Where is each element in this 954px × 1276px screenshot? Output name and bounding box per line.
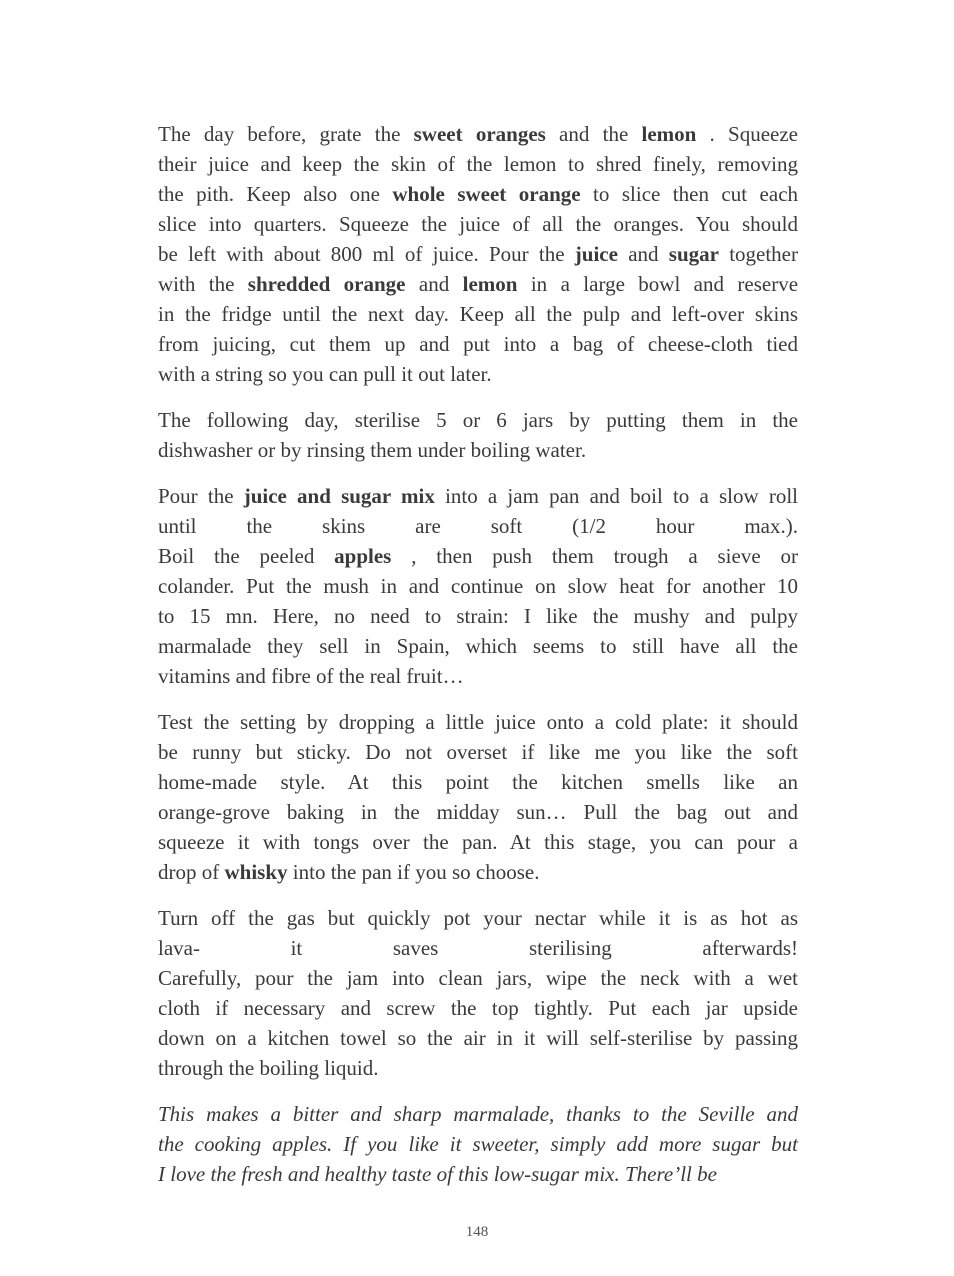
text-line [158, 933, 798, 963]
text-line [158, 661, 798, 691]
text-run: slice into quarters. Squeeze the juice of all the oranges. You should [158, 212, 798, 236]
text-run: drop of [158, 860, 225, 884]
text-line [158, 405, 798, 435]
text-run: with the [158, 272, 248, 296]
text-run: with a string so you can pull it out later. [158, 362, 492, 386]
text-run: This makes a bitter and sharp marmalade, thanks to the Seville and [158, 1102, 798, 1126]
text-run: squeeze it with tongs over the pan. At this stage, you can pour a [158, 830, 798, 854]
ingredient-highlight: sugar [668, 242, 719, 266]
text-run: The day before, grate the [158, 122, 414, 146]
text-line [158, 435, 798, 465]
paragraph-4 [158, 707, 798, 887]
text-run: orange-grove baking in the midday sun… Pull the bag out and [158, 800, 798, 824]
text-line [158, 903, 798, 933]
text-run: home-made style. At this point the kitchen smells like an [158, 770, 798, 794]
text-line [158, 481, 798, 511]
text-run: cloth if necessary and screw the top tightly. Put each jar upside [158, 996, 798, 1020]
text-line [158, 329, 798, 359]
text-line [158, 239, 798, 269]
ingredient-highlight: shredded orange [247, 272, 406, 296]
text-run: Test the setting by dropping a little juice onto a cold plate: it should [158, 710, 798, 734]
text-line [158, 1159, 798, 1189]
text-run: vitamins and fibre of the real fruit… [158, 664, 464, 688]
text-line [158, 511, 798, 541]
text-run: , then push them trough a sieve or [391, 544, 798, 568]
text-line [158, 359, 798, 389]
text-run: marmalade they sell in Spain, which seems to still have all the [158, 634, 798, 658]
ingredient-highlight: lemon [641, 122, 697, 146]
ingredient-highlight: apples [334, 544, 392, 568]
text-run: in the fridge until the next day. Keep all the pulp and left-over skins [158, 302, 798, 326]
ingredient-highlight: whisky [224, 860, 288, 884]
ingredient-highlight: sweet oranges [413, 122, 546, 146]
paragraph-5 [158, 903, 798, 1083]
ingredient-highlight: juice [574, 242, 618, 266]
ingredient-highlight: lemon [462, 272, 518, 296]
text-run: in a large bowl and reserve [517, 272, 799, 296]
text-run: and the [545, 122, 642, 146]
text-line [158, 179, 798, 209]
text-run: to slice then cut each [580, 182, 799, 206]
text-run: be left with about 800 ml of juice. Pour the [158, 242, 575, 266]
text-run: . Squeeze [696, 122, 798, 146]
text-line [158, 1129, 798, 1159]
text-run: Carefully, pour the jam into clean jars, wipe the neck with a wet [158, 966, 798, 990]
ingredient-highlight: juice and sugar mix [243, 484, 435, 508]
ingredient-highlight: whole sweet orange [392, 182, 581, 206]
text-line [158, 707, 798, 737]
text-run: be runny but sticky. Do not overset if like me you like the soft [158, 740, 798, 764]
text-line [158, 1053, 798, 1083]
text-run: from juicing, cut them up and put into a bag of cheese-cloth tied [158, 332, 798, 356]
text-run: Pour the [158, 484, 244, 508]
text-run: down on a kitchen towel so the air in it will self-sterilise by passing [158, 1026, 798, 1050]
paragraph-2 [158, 405, 798, 465]
text-run: dishwasher or by rinsing them under boiling water. [158, 438, 587, 462]
text-line [158, 963, 798, 993]
text-run: I love the fresh and healthy taste of this low-sugar mix. There’ll be [158, 1162, 717, 1186]
text-run: together [718, 242, 799, 266]
text-line [158, 1099, 798, 1129]
text-line [158, 149, 798, 179]
text-line [158, 541, 798, 571]
text-line [158, 299, 798, 329]
text-run: and [405, 272, 463, 296]
text-line [158, 1023, 798, 1053]
text-line [158, 269, 798, 299]
text-run: to 15 mn. Here, no need to strain: I like the mushy and pulpy [158, 604, 798, 628]
text-run: and [617, 242, 669, 266]
paragraph-6 [158, 1099, 798, 1189]
page-body [158, 119, 798, 1205]
text-line [158, 797, 798, 827]
text-line [158, 857, 798, 887]
text-run: their juice and keep the skin of the lemon to shred finely, removing [158, 152, 798, 176]
paragraph-1 [158, 119, 798, 389]
text-line [158, 993, 798, 1023]
paragraph-3 [158, 481, 798, 691]
text-line [158, 571, 798, 601]
text-run: until the skins are soft (1/2 hour max.). [158, 514, 798, 538]
text-line [158, 767, 798, 797]
text-run: lava- it saves sterilising afterwards! [158, 936, 798, 960]
text-line [158, 601, 798, 631]
text-run: Turn off the gas but quickly pot your nectar while it is as hot as [158, 906, 798, 930]
page-number: 148 [465, 1224, 489, 1240]
text-line [158, 737, 798, 767]
text-run: through the boiling liquid. [158, 1056, 379, 1080]
text-line [158, 119, 798, 149]
text-run: the pith. Keep also one [158, 182, 393, 206]
text-run: into the pan if you so choose. [287, 860, 540, 884]
text-run: colander. Put the mush in and continue on slow heat for another 10 [158, 574, 798, 598]
text-run: into a jam pan and boil to a slow roll [434, 484, 799, 508]
text-line [158, 209, 798, 239]
text-run: the cooking apples. If you like it sweeter, simply add more sugar but [158, 1132, 798, 1156]
text-run: Boil the peeled [158, 544, 335, 568]
text-line [158, 631, 798, 661]
text-run: The following day, sterilise 5 or 6 jars by putting them in the [158, 408, 798, 432]
text-line [158, 827, 798, 857]
